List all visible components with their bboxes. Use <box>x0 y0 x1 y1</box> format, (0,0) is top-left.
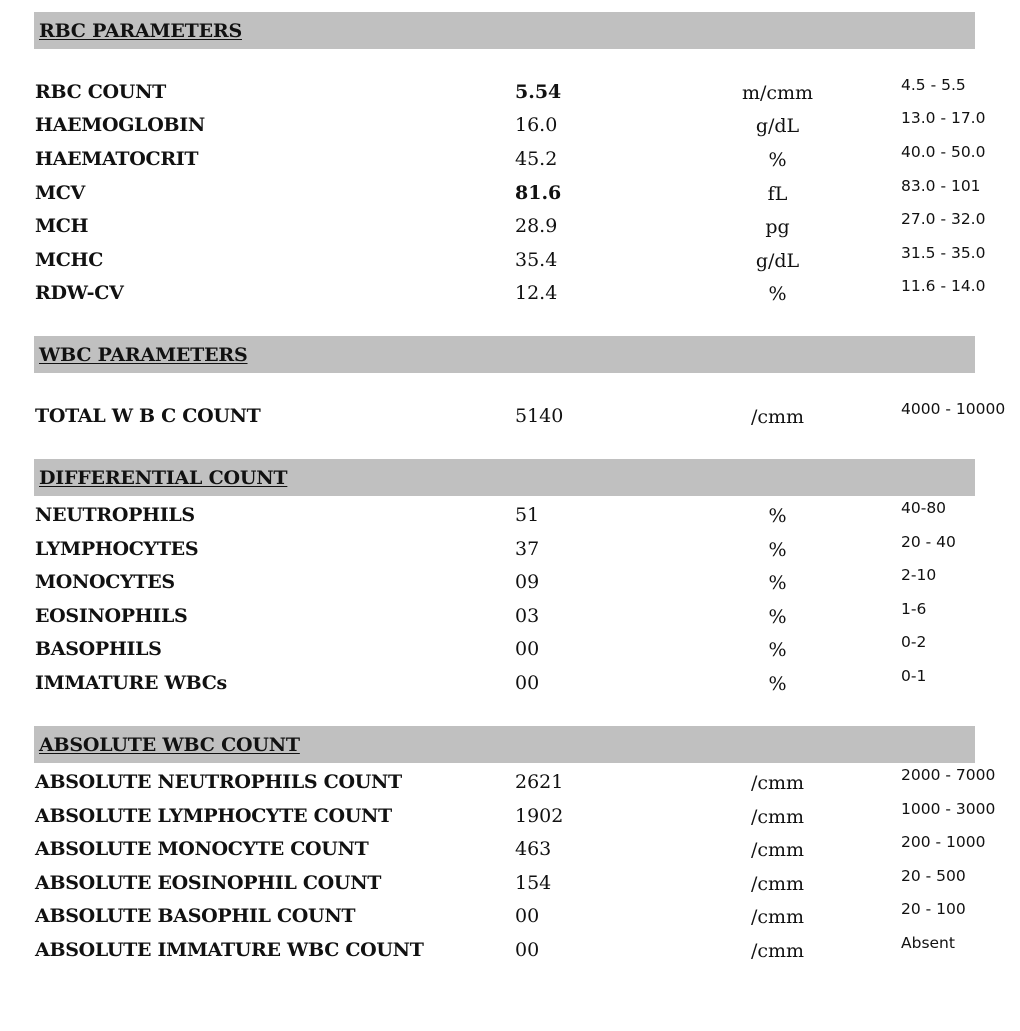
result-row <box>0 177 1020 216</box>
test-value: 16.0 <box>515 114 558 136</box>
test-unit: % <box>768 283 787 305</box>
test-value: 00 <box>515 638 540 660</box>
reference-range: 31.5 - 35.0 <box>901 244 986 262</box>
reference-range: 11.6 - 14.0 <box>901 277 986 295</box>
reference-range: 20 - 500 <box>901 867 966 885</box>
test-value: 03 <box>515 605 540 627</box>
test-name: MCH <box>35 215 89 237</box>
section-title: ABSOLUTE WBC COUNT <box>39 734 300 756</box>
section-header-absolute <box>34 726 975 763</box>
result-row <box>0 210 1020 249</box>
test-name: ABSOLUTE EOSINOPHIL COUNT <box>35 872 382 894</box>
test-value: 1902 <box>515 805 564 827</box>
reference-range: 2-10 <box>901 566 937 584</box>
test-name: MONOCYTES <box>35 571 175 593</box>
reference-range: 0-1 <box>901 667 927 685</box>
result-row <box>0 244 1020 283</box>
test-unit: % <box>768 572 787 594</box>
test-value: 2621 <box>515 771 564 793</box>
result-row <box>0 533 1020 572</box>
result-row <box>0 499 1020 538</box>
section-title: DIFFERENTIAL COUNT <box>39 467 288 489</box>
test-value: 00 <box>515 939 540 961</box>
test-unit: % <box>768 639 787 661</box>
reference-range: 27.0 - 32.0 <box>901 210 986 228</box>
result-row <box>0 109 1020 148</box>
section-title: RBC PARAMETERS <box>39 20 242 42</box>
test-value: 51 <box>515 504 540 526</box>
test-value: 35.4 <box>515 249 558 271</box>
test-name: TOTAL W B C COUNT <box>35 405 261 427</box>
test-value: 81.6 <box>515 182 562 204</box>
test-name: HAEMOGLOBIN <box>35 114 205 136</box>
reference-range: 40-80 <box>901 499 947 517</box>
section-header-rbc <box>34 12 975 49</box>
test-unit: m/cmm <box>741 82 814 104</box>
reference-range: 200 - 1000 <box>901 833 986 851</box>
test-name: BASOPHILS <box>35 638 162 660</box>
test-name: ABSOLUTE BASOPHIL COUNT <box>35 905 356 927</box>
test-name: IMMATURE WBCs <box>35 672 227 694</box>
test-value: 5.54 <box>515 81 562 103</box>
test-name: ABSOLUTE MONOCYTE COUNT <box>35 838 369 860</box>
test-name: RBC COUNT <box>35 81 166 103</box>
result-row <box>0 800 1020 839</box>
test-name: EOSINOPHILS <box>35 605 188 627</box>
section-header-differential <box>34 459 975 496</box>
test-name: ABSOLUTE LYMPHOCYTE COUNT <box>35 805 392 827</box>
result-row <box>0 566 1020 605</box>
test-unit: g/dL <box>755 115 800 137</box>
test-unit: % <box>768 673 787 695</box>
test-name: MCHC <box>35 249 104 271</box>
test-unit: /cmm <box>750 772 805 794</box>
test-unit: /cmm <box>750 406 805 428</box>
reference-range: 83.0 - 101 <box>901 177 981 195</box>
test-unit: % <box>768 505 787 527</box>
result-row <box>0 143 1020 182</box>
test-value: 00 <box>515 672 540 694</box>
result-row <box>0 277 1020 316</box>
test-unit: /cmm <box>750 906 805 928</box>
reference-range: 4000 - 10000 <box>901 400 1006 418</box>
reference-range: 1000 - 3000 <box>901 800 996 818</box>
test-unit: % <box>768 539 787 561</box>
result-row <box>0 633 1020 672</box>
test-unit: pg <box>765 216 790 238</box>
test-name: HAEMATOCRIT <box>35 148 199 170</box>
reference-range: 20 - 100 <box>901 900 966 918</box>
test-value: 00 <box>515 905 540 927</box>
reference-range: 1-6 <box>901 600 927 618</box>
test-value: 28.9 <box>515 215 558 237</box>
test-name: ABSOLUTE IMMATURE WBC COUNT <box>35 939 424 961</box>
test-name: LYMPHOCYTES <box>35 538 199 560</box>
reference-range: Absent <box>901 934 955 952</box>
test-value: 37 <box>515 538 540 560</box>
result-row <box>0 833 1020 872</box>
result-row <box>0 600 1020 639</box>
reference-range: 20 - 40 <box>901 533 956 551</box>
reference-range: 2000 - 7000 <box>901 766 996 784</box>
reference-range: 4.5 - 5.5 <box>901 76 966 94</box>
test-value: 12.4 <box>515 282 558 304</box>
reference-range: 40.0 - 50.0 <box>901 143 986 161</box>
test-unit: g/dL <box>755 250 800 272</box>
test-unit: /cmm <box>750 873 805 895</box>
test-value: 154 <box>515 872 552 894</box>
result-row <box>0 400 1020 439</box>
reference-range: 0-2 <box>901 633 927 651</box>
result-row <box>0 766 1020 805</box>
reference-range: 13.0 - 17.0 <box>901 109 986 127</box>
result-row <box>0 934 1020 973</box>
test-unit: /cmm <box>750 806 805 828</box>
result-row <box>0 900 1020 939</box>
section-title: WBC PARAMETERS <box>39 344 248 366</box>
test-value: 463 <box>515 838 552 860</box>
test-unit: /cmm <box>750 839 805 861</box>
test-unit: /cmm <box>750 940 805 962</box>
test-unit: % <box>768 606 787 628</box>
test-value: 5140 <box>515 405 564 427</box>
test-value: 09 <box>515 571 540 593</box>
result-row <box>0 867 1020 906</box>
section-header-wbc <box>34 336 975 373</box>
test-name: RDW-CV <box>35 282 124 304</box>
test-name: MCV <box>35 182 85 204</box>
test-value: 45.2 <box>515 148 558 170</box>
test-unit: % <box>768 149 787 171</box>
result-row <box>0 76 1020 115</box>
test-unit: fL <box>767 183 788 205</box>
result-row <box>0 667 1020 706</box>
test-name: NEUTROPHILS <box>35 504 195 526</box>
test-name: ABSOLUTE NEUTROPHILS COUNT <box>35 771 402 793</box>
